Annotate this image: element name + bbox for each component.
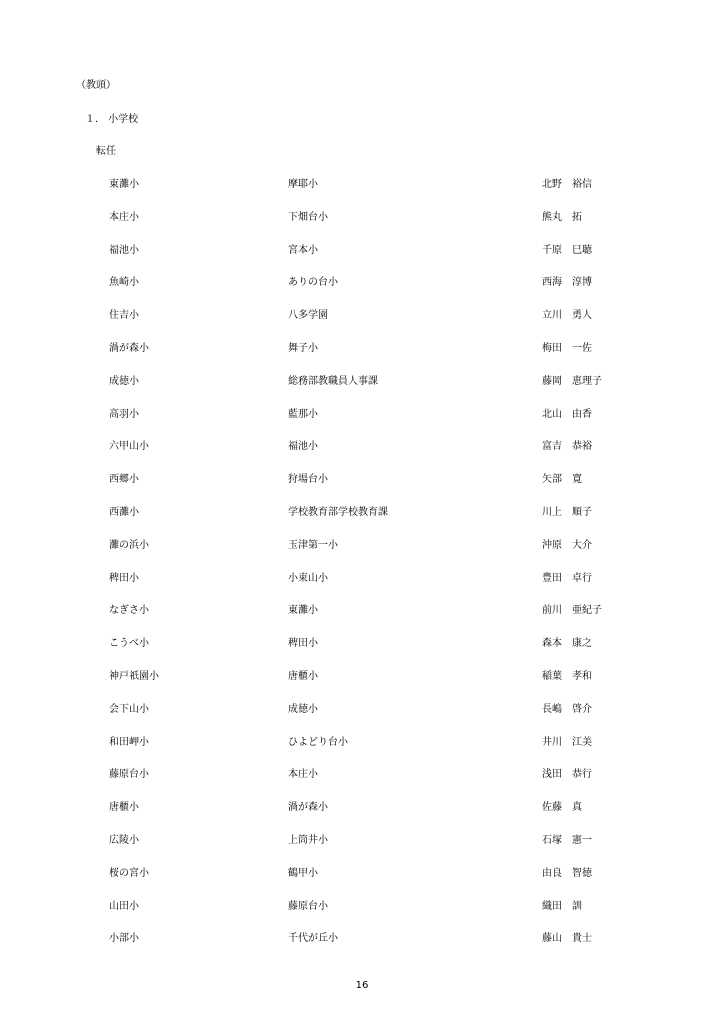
person-name: 西海 淳博	[542, 277, 592, 289]
list-item	[0, 864, 724, 878]
to-school: 藤原台小	[288, 900, 328, 912]
person-name: 沖原 大介	[542, 539, 592, 551]
person-name: 長嶋 啓介	[542, 703, 592, 715]
list-item	[0, 831, 724, 845]
list-item	[0, 733, 724, 747]
person-name: 森本 康之	[542, 638, 592, 650]
to-school: 小束山小	[288, 572, 328, 584]
to-school: 福池小	[288, 441, 318, 453]
person-name: 熊丸 拓	[542, 211, 582, 223]
person-name: 佐藤 真	[542, 802, 582, 814]
person-name: 井川 江美	[542, 736, 592, 748]
person-name: 藤山 貴士	[542, 933, 592, 945]
from-school: 住吉小	[109, 310, 139, 322]
list-item	[0, 569, 724, 583]
person-name: 千原 巳聴	[542, 244, 592, 256]
to-school: 鶴甲小	[288, 867, 318, 879]
from-school: 高羽小	[109, 408, 139, 420]
page-number: 16	[355, 980, 369, 991]
to-school: 本庄小	[288, 769, 318, 781]
person-name: 北山 由香	[542, 408, 592, 420]
from-school: 成徳小	[109, 375, 139, 387]
person-name: 前川 亜紀子	[542, 605, 602, 617]
to-school: 成徳小	[288, 703, 318, 715]
list-item	[0, 765, 724, 779]
list-item	[0, 601, 724, 615]
person-name: 立川 勇人	[542, 310, 592, 322]
to-school: ありの台小	[288, 277, 338, 289]
from-school: 福池小	[109, 244, 139, 256]
person-name: 由良 智徳	[542, 867, 592, 879]
list-item	[0, 700, 724, 714]
role-heading: （教頭）	[76, 80, 116, 91]
list-item	[0, 241, 724, 255]
person-name: 藤岡 恵理子	[542, 375, 602, 387]
from-school: 桜の宮小	[109, 867, 149, 879]
to-school: 渦が森小	[288, 802, 328, 814]
to-school: 東灘小	[288, 605, 318, 617]
from-school: 広陵小	[109, 835, 139, 846]
list-item	[0, 798, 724, 812]
to-school: 玉津第一小	[288, 539, 338, 551]
person-name: 織田 訓	[542, 900, 582, 912]
from-school: 東灘小	[109, 179, 139, 190]
list-item	[0, 897, 724, 911]
list-item	[0, 470, 724, 484]
from-school: 山田小	[109, 900, 139, 912]
to-school: 上筒井小	[288, 835, 328, 846]
to-school: 下畑台小	[288, 211, 328, 223]
person-name: 豊田 卓行	[542, 572, 592, 584]
transfer-subheading: 転任	[96, 146, 116, 157]
section-heading: １． 小学校	[85, 114, 139, 125]
person-name: 川上 順子	[542, 507, 592, 518]
to-school: 宮本小	[288, 244, 318, 256]
person-name: 北野 裕信	[542, 179, 592, 190]
from-school: 西灘小	[109, 507, 139, 518]
list-item	[0, 437, 724, 451]
from-school: 渦が森小	[109, 343, 149, 354]
to-school: 唐櫃小	[288, 671, 318, 682]
from-school: 神戸祇園小	[109, 671, 159, 682]
list-item	[0, 503, 724, 517]
list-item	[0, 372, 724, 386]
list-item	[0, 536, 724, 550]
from-school: 唐櫃小	[109, 802, 139, 814]
from-school: なぎさ小	[109, 605, 149, 617]
person-name: 矢部 寛	[542, 474, 582, 486]
list-item	[0, 208, 724, 222]
to-school: 摩耶小	[288, 179, 318, 190]
to-school: 稗田小	[288, 638, 318, 650]
to-school: 総務部教職員人事課	[288, 375, 378, 387]
list-item	[0, 405, 724, 419]
from-school: 小部小	[109, 933, 139, 945]
from-school: 六甲山小	[109, 441, 149, 453]
to-school: 八多学園	[288, 310, 328, 322]
list-item	[0, 273, 724, 287]
person-name: 石塚 憲一	[542, 835, 592, 846]
list-item	[0, 929, 724, 943]
from-school: 灘の浜小	[109, 539, 149, 551]
to-school: 学校教育部学校教育課	[288, 507, 388, 518]
person-name: 浅田 恭行	[542, 769, 592, 781]
from-school: こうべ小	[109, 638, 149, 650]
to-school: 舞子小	[288, 343, 318, 354]
from-school: 稗田小	[109, 572, 139, 584]
list-item	[0, 339, 724, 353]
to-school: 藍那小	[288, 408, 318, 420]
from-school: 本庄小	[109, 211, 139, 223]
to-school: ひよどり台小	[288, 736, 348, 748]
to-school: 狩場台小	[288, 474, 328, 486]
list-item	[0, 306, 724, 320]
person-name: 富吉 恭裕	[542, 441, 592, 453]
from-school: 西郷小	[109, 474, 139, 486]
list-item	[0, 667, 724, 681]
to-school: 千代が丘小	[288, 933, 338, 945]
list-item	[0, 634, 724, 648]
from-school: 会下山小	[109, 703, 149, 715]
from-school: 魚崎小	[109, 277, 139, 289]
list-item	[0, 175, 724, 189]
person-name: 稲葉 孝和	[542, 671, 592, 682]
from-school: 和田岬小	[109, 736, 149, 748]
person-name: 梅田 一佐	[542, 343, 592, 354]
from-school: 藤原台小	[109, 769, 149, 781]
